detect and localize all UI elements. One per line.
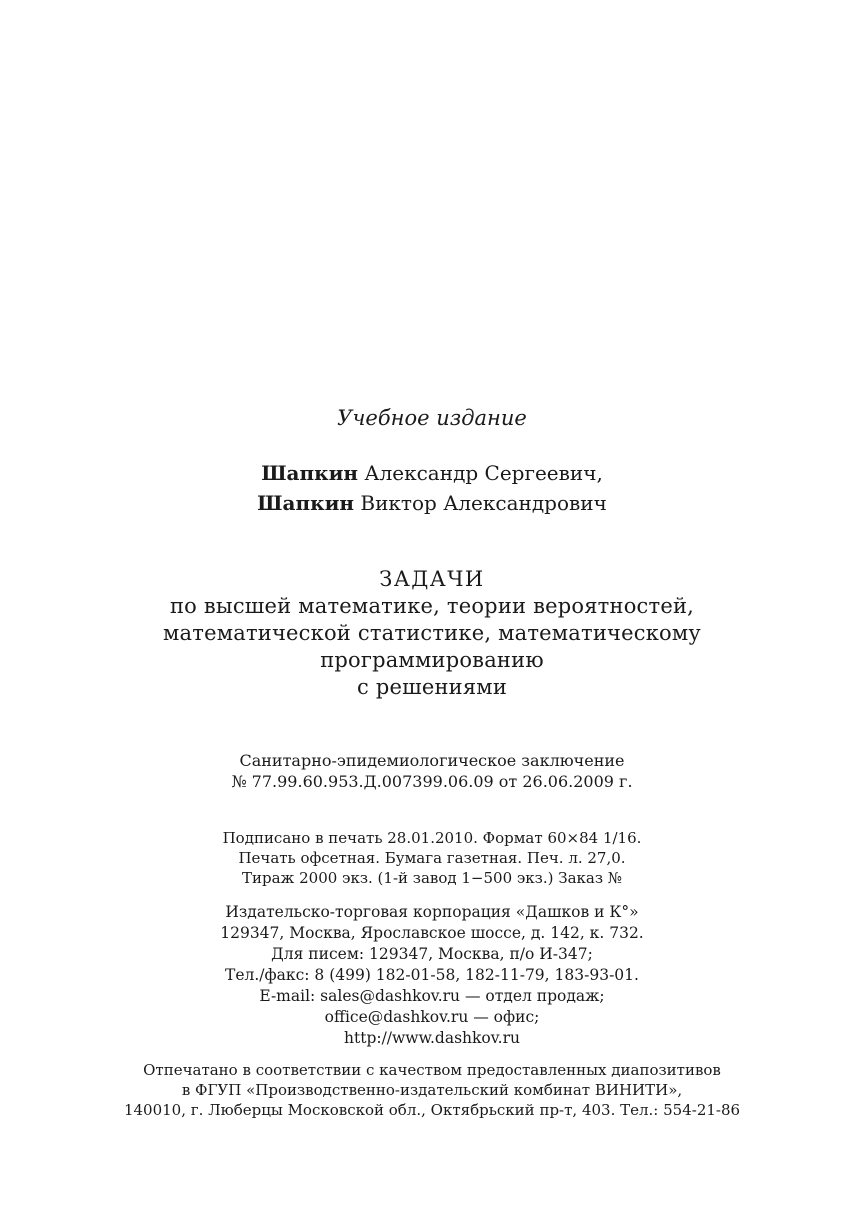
book-title-main: ЗАДАЧИ [379, 567, 485, 591]
edition-type: Учебное издание [337, 406, 527, 430]
publisher-info [0, 902, 864, 1049]
book-title-line: математической статистике, математическому [163, 621, 701, 645]
print-info-line: Печать офсетная. Бумага газетная. Печ. л. 27,0. [238, 849, 626, 867]
print-info [0, 828, 864, 888]
book-title-line: программированию [320, 648, 544, 672]
publisher-line: Тел./факс: 8 (499) 182-01-58, 182-11-79, 183-93-01. [225, 966, 639, 984]
sanitary-line: Санитарно-эпидемиологическое заключение [239, 751, 625, 770]
publisher-line: 129347, Москва, Ярославское шоссе, д. 142, к. 732. [220, 924, 644, 942]
author-1 [0, 458, 864, 488]
print-info-line: Тираж 2000 экз. (1-й завод 1−500 экз.) Заказ № [242, 869, 622, 887]
sanitary-line: № 77.99.60.953.Д.007399.06.09 от 26.06.2009 г. [231, 772, 633, 791]
book-title [0, 566, 864, 701]
printing-house-line: в ФГУП «Производственно-издательский комбинат ВИНИТИ», [181, 1081, 683, 1099]
author-1-name: Александр Сергеевич, [358, 461, 603, 485]
printing-house-info [0, 1060, 864, 1120]
book-title-line: по высшей математике, теории вероятностей, [169, 594, 695, 618]
author-2 [0, 488, 864, 518]
authors-block [0, 458, 864, 518]
author-2-name: Виктор Александрович [354, 491, 607, 515]
author-1-surname: Шапкин [261, 461, 359, 485]
publisher-email-office: office@dashkov.ru — офис; [324, 1008, 540, 1026]
printing-house-line: 140010, г. Люберцы Московской обл., Октябрьский пр-т, 403. Тел.: 554-21-86 [123, 1101, 741, 1119]
publisher-email-sales: E-mail: sales@dashkov.ru — отдел продаж; [259, 987, 605, 1005]
author-2-surname: Шапкин [257, 491, 355, 515]
book-title-line: с решениями [356, 675, 508, 699]
printing-house-line: Отпечатано в соответствии с качеством предоставленных диапозитивов [143, 1061, 721, 1079]
publisher-website: http://www.dashkov.ru [344, 1029, 520, 1047]
publisher-line: Издательско-торговая корпорация «Дашков и К°» [225, 903, 639, 921]
print-info-line: Подписано в печать 28.01.2010. Формат 60×84 1/16. [222, 829, 642, 847]
publisher-line: Для писем: 129347, Москва, п/о И-347; [271, 945, 593, 963]
sanitary-certificate [0, 750, 864, 792]
